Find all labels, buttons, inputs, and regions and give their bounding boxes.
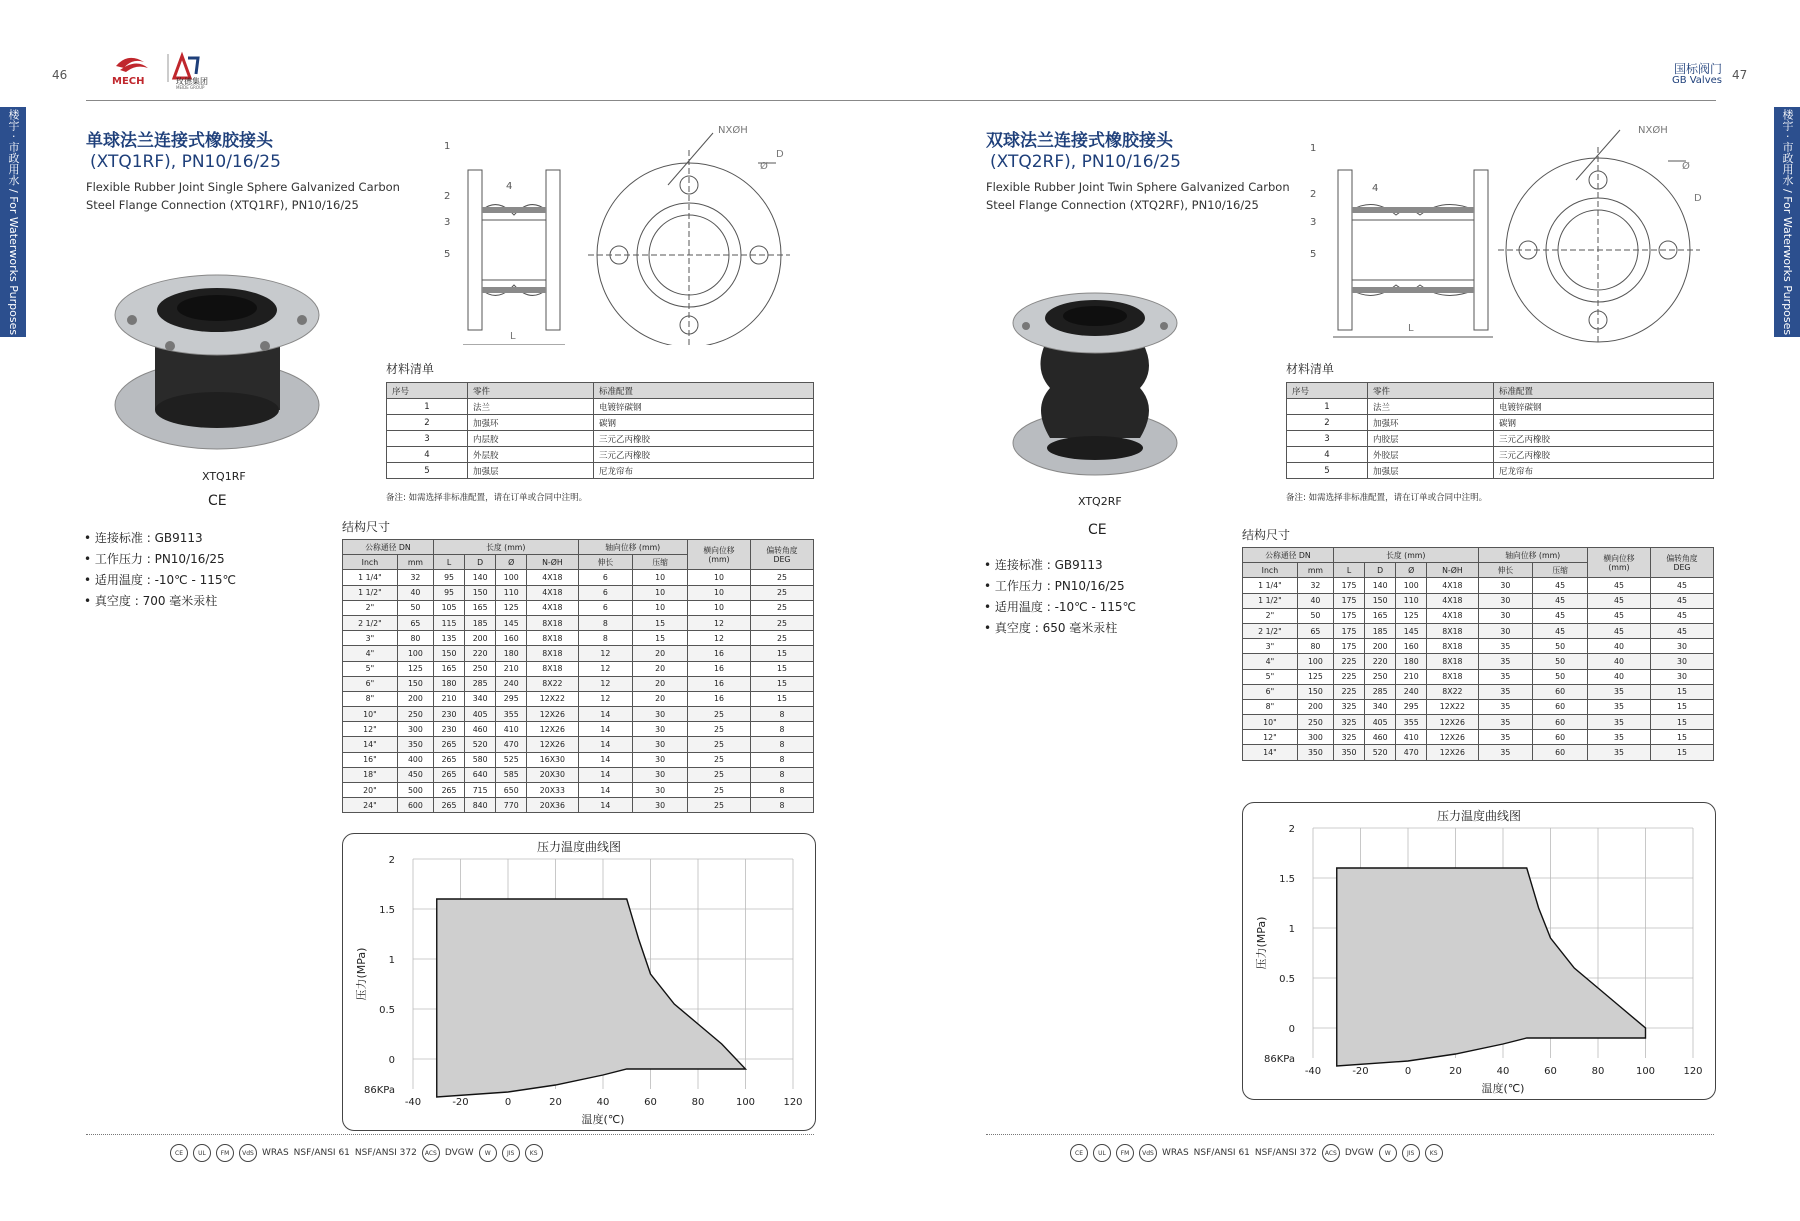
left-page-number: 46 [52, 68, 68, 82]
y-tick-label: 0 [1288, 1024, 1295, 1035]
table-row: 3 内胶层 三元乙丙橡胶 [1287, 431, 1714, 447]
category-en: GB Valves [1671, 75, 1722, 86]
left-chart-svg [343, 834, 815, 1130]
right-dim-body [1243, 578, 1714, 760]
table-row: 20" 500 265 715 650 20X33 14 30 25 8 [343, 783, 814, 798]
y-tick-label: 1 [388, 955, 395, 966]
x-tick-label: 100 [735, 1097, 756, 1108]
right-product-photo [1010, 278, 1180, 478]
x-tick-label: 0 [1404, 1066, 1412, 1077]
category-cn: 国标阀门 [1673, 62, 1722, 76]
y-axis-label: 压力(MPa) [1255, 916, 1268, 970]
mat-header-config: 标准配置 [594, 383, 814, 399]
left-part-label-4: 4 [506, 181, 513, 192]
right-part-label-2: 2 [1310, 189, 1317, 200]
x-tick-label: 100 [1635, 1066, 1656, 1077]
left-model: XTQ1RF [202, 470, 246, 483]
cert-badge: NSF/ANSI 372 [354, 1148, 417, 1158]
table-row: 10" 250 325 405 355 12X26 35 60 35 15 [1243, 715, 1714, 730]
table-row: 2 1/2" 65 115 185 145 8X18 8 15 12 25 [343, 615, 814, 630]
brand-logo [108, 48, 228, 88]
cert-badge: WRAS [262, 1148, 289, 1158]
left-ce-mark: CE [208, 493, 227, 509]
y-extra-label: 86KPa [1264, 1054, 1295, 1065]
left-title-code: (XTQ1RF), PN10/16/25 [90, 152, 281, 172]
right-label-l: L [1408, 323, 1414, 334]
cert-badge: CE [1070, 1144, 1088, 1162]
table-row: 10" 250 230 405 355 12X26 14 30 25 8 [343, 707, 814, 722]
x-axis-label: 温度(℃) [1481, 1082, 1525, 1095]
spec-vacuum: • 真空度 : 700 毫米汞柱 [84, 591, 236, 612]
right-label-nxh: NXØH [1638, 125, 1668, 136]
x-tick-label: -40 [1304, 1066, 1322, 1077]
mat-header-no: 序号 [1287, 383, 1368, 399]
table-row: 2 1/2" 65 175 185 145 8X18 30 45 45 45 [1243, 623, 1714, 638]
cert-badge: NSF/ANSI 372 [1254, 1148, 1317, 1158]
spec-vacuum: • 真空度 : 650 毫米汞柱 [984, 618, 1136, 639]
left-part-label-3: 3 [444, 217, 451, 228]
table-row: 2 加强环 碳钢 [387, 415, 814, 431]
right-title-code: (XTQ2RF), PN10/16/25 [990, 152, 1181, 172]
table-row: 8" 200 210 340 295 12X22 12 20 16 15 [343, 691, 814, 706]
brand-group-en: MEIDE GROUP [176, 85, 205, 90]
mat-header-part: 零件 [1368, 383, 1494, 399]
table-row: 24" 600 265 840 770 20X36 14 30 25 8 [343, 798, 814, 813]
dim-header-lateral: 横向位移 (mm) [687, 540, 750, 570]
left-title-en: Flexible Rubber Joint Single Sphere Galvanized Carbon Steel Flange Connection (XTQ1RF), PN10/16/25 [86, 180, 400, 212]
table-row: 1 法兰 电镀锌碳钢 [1287, 399, 1714, 415]
right-part-label-1: 1 [1310, 143, 1317, 154]
left-part-label-5: 5 [444, 249, 451, 260]
table-row: 4" 100 150 220 180 8X18 12 20 16 15 [343, 646, 814, 661]
table-row: 1 1/2" 40 95 150 110 4X18 6 10 10 25 [343, 585, 814, 600]
left-cert-strip [170, 1144, 543, 1162]
right-chart-title: 压力温度曲线图 [1436, 809, 1521, 823]
dim-header-axial: 轴向位移 (mm) [578, 540, 687, 555]
cert-badge: ACS [422, 1144, 440, 1162]
cert-badge: VdS [1139, 1144, 1157, 1162]
twin-sphere-section-icon [1308, 125, 1708, 345]
left-label-l: L [510, 331, 516, 342]
x-tick-label: -20 [1352, 1066, 1369, 1077]
side-tab-left: 楼宇 · 市政用水 / For Waterworks Purposes [0, 107, 26, 337]
right-material-note: 备注: 如需选择非标准配置，请在订单或合同中注明。 [1286, 493, 1488, 503]
table-row: 4 外层胶 三元乙丙橡胶 [387, 447, 814, 463]
left-part-label-2: 2 [444, 191, 451, 202]
left-footer-rule [86, 1134, 814, 1135]
brand-group-cn: 玫德集团 [176, 77, 208, 86]
y-tick-label: 2 [1288, 824, 1295, 835]
table-row: 14" 350 265 520 470 12X26 14 30 25 8 [343, 737, 814, 752]
twin-sphere-joint-icon [1010, 278, 1180, 478]
right-dim-table: 公称通径 DN 长度 (mm) 轴向位移 (mm) 横向位移 (mm) 偏转角度 DEG Inch mm L D Ø N-ØH 伸长 压缩 1 1/4" 32 175 140 100 4X18 30 45 45 45 1 1/2" 40 175 150 110 4X18 30 45 45 45 2" 50 175 165 125 4X18 30 45 45 45 2 1/2" 65 175 185 145 8X18 30 45 45 45 3" 80 175 200 160 8X18 35 50 40 30 4" 100 225 220 180 8X18 35 50 40 30 5" 125 225 250 210 8X18 35 50 40 30 6" 150 225 285 240 8X22 35 60 35 15 8" 200 325 340 295 12X22 35 60 35 15 10" 250 325 405 355 12X26 35 60 35 15 12" 300 325 460 410 12X26 35 60 35 15 14" 350 350 520 470 12X26 35 60 35 15 [1242, 547, 1714, 761]
right-label-d: D [1694, 193, 1702, 204]
y-tick-label: 1 [1288, 924, 1295, 935]
side-tab-right: 楼宇 · 市政用水 / For Waterworks Purposes [1774, 107, 1800, 337]
pressure-temperature-area [437, 899, 746, 1097]
cert-badge: JIS [1402, 1144, 1420, 1162]
x-tick-label: 80 [1591, 1066, 1605, 1077]
left-label-nxh: NXØH [718, 125, 748, 136]
right-dim-title: 结构尺寸 [1242, 528, 1291, 542]
dim-header-angle: 偏转角度 DEG [750, 540, 813, 570]
left-technical-drawing [438, 125, 798, 345]
table-row: 16" 400 265 580 525 16X30 14 30 25 8 [343, 752, 814, 767]
pressure-temperature-area [1337, 868, 1646, 1066]
right-part-label-4: 4 [1372, 183, 1379, 194]
table-row: 12" 300 230 460 410 12X26 14 30 25 8 [343, 722, 814, 737]
dim-header-length: 长度 (mm) [434, 540, 579, 555]
right-page-number: 47 [1732, 68, 1748, 82]
cert-badge: NSF/ANSI 61 [293, 1148, 350, 1158]
left-dim-body [343, 570, 814, 813]
table-row: 4 外胶层 三元乙丙橡胶 [1287, 447, 1714, 463]
y-tick-label: 1.5 [1279, 874, 1295, 885]
table-row: 5 加强层 尼龙帘布 [387, 463, 814, 479]
dim-header-lateral: 横向位移 (mm) [1587, 548, 1650, 578]
y-tick-label: 0.5 [1279, 974, 1295, 985]
table-row: 4" 100 225 220 180 8X18 35 50 40 30 [1243, 654, 1714, 669]
x-tick-label: 120 [783, 1097, 803, 1108]
table-row: 5 加强层 尼龙帘布 [1287, 463, 1714, 479]
y-tick-label: 2 [388, 855, 395, 866]
table-row: 2" 50 175 165 125 4X18 30 45 45 45 [1243, 608, 1714, 623]
table-row: 2 加强环 碳钢 [1287, 415, 1714, 431]
cert-badge: JIS [502, 1144, 520, 1162]
right-model: XTQ2RF [1078, 495, 1122, 508]
table-row: 18" 450 265 640 585 20X30 14 30 25 8 [343, 767, 814, 782]
left-label-phi: Ø [760, 161, 768, 172]
x-tick-label: 20 [1449, 1066, 1462, 1077]
right-technical-drawing [1308, 125, 1708, 345]
left-chart [342, 833, 816, 1131]
right-title-cn: 双球法兰连接式橡胶接头 [986, 131, 1173, 151]
table-row: 1 1/2" 40 175 150 110 4X18 30 45 45 45 [1243, 593, 1714, 608]
x-tick-label: 80 [691, 1097, 705, 1108]
y-axis-label: 压力(MPa) [355, 947, 368, 1001]
right-cert-strip [1070, 1144, 1443, 1162]
left-label-d: D [776, 149, 784, 160]
left-product-photo [110, 270, 325, 460]
table-row: 6" 150 225 285 240 8X22 35 60 35 15 [1243, 684, 1714, 699]
cert-badge: DVGW [444, 1148, 474, 1158]
table-row: 1 法兰 电镀锌碳钢 [387, 399, 814, 415]
table-row: 3" 80 135 200 160 8X18 8 15 12 25 [343, 631, 814, 646]
dim-header-length: 长度 (mm) [1334, 548, 1479, 563]
table-row: 5" 125 165 250 210 8X18 12 20 16 15 [343, 661, 814, 676]
y-extra-label: 86KPa [364, 1085, 395, 1096]
table-row: 5" 125 225 250 210 8X18 35 50 40 30 [1243, 669, 1714, 684]
table-row: 1 1/4" 32 175 140 100 4X18 30 45 45 45 [1243, 578, 1714, 593]
right-part-label-5: 5 [1310, 249, 1317, 260]
spec-standard: • 连接标准 : GB9113 [984, 555, 1136, 576]
mat-header-no: 序号 [387, 383, 468, 399]
y-tick-label: 0 [388, 1055, 395, 1066]
right-material-table [1286, 382, 1714, 479]
cert-badge: WRAS [1162, 1148, 1189, 1158]
right-material-title: 材料清单 [1286, 362, 1335, 376]
spec-pressure: • 工作压力 : PN10/16/25 [84, 549, 236, 570]
table-row: 3" 80 175 200 160 8X18 35 50 40 30 [1243, 639, 1714, 654]
cert-badge: VdS [239, 1144, 257, 1162]
left-material-note: 备注: 如需选择非标准配置，请在订单或合同中注明。 [386, 493, 588, 503]
x-tick-label: -20 [452, 1097, 469, 1108]
spec-standard: • 连接标准 : GB9113 [84, 528, 236, 549]
right-title-en: Flexible Rubber Joint Twin Sphere Galvanized Carbon Steel Flange Connection (XTQ2RF), PN10/16/25 [986, 180, 1290, 212]
table-row: 2" 50 105 165 125 4X18 6 10 10 25 [343, 600, 814, 615]
table-row: 6" 150 180 285 240 8X22 12 20 16 15 [343, 676, 814, 691]
cert-badge: UL [193, 1144, 211, 1162]
table-row: 3 内层胶 三元乙丙橡胶 [387, 431, 814, 447]
dim-header-dn: 公称通径 DN [1243, 548, 1334, 563]
y-tick-label: 1.5 [379, 905, 395, 916]
right-part-label-3: 3 [1310, 217, 1317, 228]
dim-header-angle: 偏转角度 DEG [1650, 548, 1713, 578]
left-material-title: 材料清单 [386, 362, 435, 376]
left-part-label-1: 1 [444, 141, 451, 152]
cert-badge: KS [1425, 1144, 1443, 1162]
spec-temperature: • 适用温度 : -10℃ - 115℃ [984, 597, 1136, 618]
dim-header-axial: 轴向位移 (mm) [1478, 548, 1587, 563]
right-spec-list [984, 555, 1136, 639]
cert-badge: W [479, 1144, 497, 1162]
x-tick-label: 40 [596, 1097, 610, 1108]
cert-badge: UL [1093, 1144, 1111, 1162]
right-footer-rule [986, 1134, 1714, 1135]
x-axis-label: 温度(℃) [581, 1113, 625, 1126]
brand-mech: MECH [112, 76, 145, 87]
cert-badge: FM [1116, 1144, 1134, 1162]
left-spec-list [84, 528, 236, 612]
table-row: 8" 200 325 340 295 12X22 35 60 35 15 [1243, 699, 1714, 714]
table-row: 12" 300 325 460 410 12X26 35 60 35 15 [1243, 730, 1714, 745]
y-tick-label: 0.5 [379, 1005, 395, 1016]
x-tick-label: 60 [644, 1097, 657, 1108]
right-label-phi: Ø [1682, 161, 1690, 172]
x-tick-label: 60 [1544, 1066, 1557, 1077]
single-sphere-section-icon [438, 125, 798, 345]
cert-badge: CE [170, 1144, 188, 1162]
cert-badge: NSF/ANSI 61 [1193, 1148, 1250, 1158]
cert-badge: FM [216, 1144, 234, 1162]
right-chart [1242, 802, 1716, 1100]
x-tick-label: 120 [1683, 1066, 1703, 1077]
spec-pressure: • 工作压力 : PN10/16/25 [984, 576, 1136, 597]
cert-badge: KS [525, 1144, 543, 1162]
x-tick-label: 0 [504, 1097, 512, 1108]
header-rule [86, 100, 1716, 101]
left-dim-table: 公称通径 DN 长度 (mm) 轴向位移 (mm) 横向位移 (mm) 偏转角度 DEG Inch mm L D Ø N-ØH 伸长 压缩 1 1/4" 32 95 140 100 4X18 6 10 10 25 1 1/2" 40 95 150 110 4X18 6 10 10 25 2" 50 105 165 125 4X18 6 10 10 25 2 1/2" 65 115 185 145 8X18 8 15 12 25 3" 80 135 200 160 8X18 8 15 12 25 4" 100 150 220 180 8X18 12 20 16 15 5" 125 165 250 210 8X18 12 20 16 15 6" 150 180 285 240 8X22 12 20 16 15 8" 200 210 340 295 12X22 12 20 16 15 10" 250 230 405 355 12X26 14 30 25 8 12" 300 230 460 410 12X26 14 30 25 8 14" 350 265 520 470 12X26 14 30 25 8 16" 400 265 580 525 16X30 14 30 25 8 18" 450 265 640 585 20X30 14 30 25 8 20" 500 265 715 650 20X33 14 30 25 8 24" 600 265 840 770 20X36 14 30 25 8 [342, 539, 814, 813]
dim-header-dn: 公称通径 DN [343, 540, 434, 555]
left-chart-title: 压力温度曲线图 [536, 840, 621, 854]
table-row: 14" 350 350 520 470 12X26 35 60 35 15 [1243, 745, 1714, 760]
table-row: 1 1/4" 32 95 140 100 4X18 6 10 10 25 [343, 570, 814, 585]
x-tick-label: -40 [404, 1097, 422, 1108]
cert-badge: ACS [1322, 1144, 1340, 1162]
right-chart-svg [1243, 803, 1715, 1099]
mat-header-config: 标准配置 [1494, 383, 1714, 399]
left-material-table [386, 382, 814, 479]
right-ce-mark: CE [1088, 522, 1107, 538]
left-title-cn: 单球法兰连接式橡胶接头 [86, 131, 273, 151]
single-sphere-joint-icon [110, 270, 325, 460]
cert-badge: W [1379, 1144, 1397, 1162]
spec-temperature: • 适用温度 : -10℃ - 115℃ [84, 570, 236, 591]
x-tick-label: 40 [1496, 1066, 1510, 1077]
mat-header-part: 零件 [468, 383, 594, 399]
x-tick-label: 20 [549, 1097, 562, 1108]
cert-badge: DVGW [1344, 1148, 1374, 1158]
left-dim-title: 结构尺寸 [342, 520, 391, 534]
